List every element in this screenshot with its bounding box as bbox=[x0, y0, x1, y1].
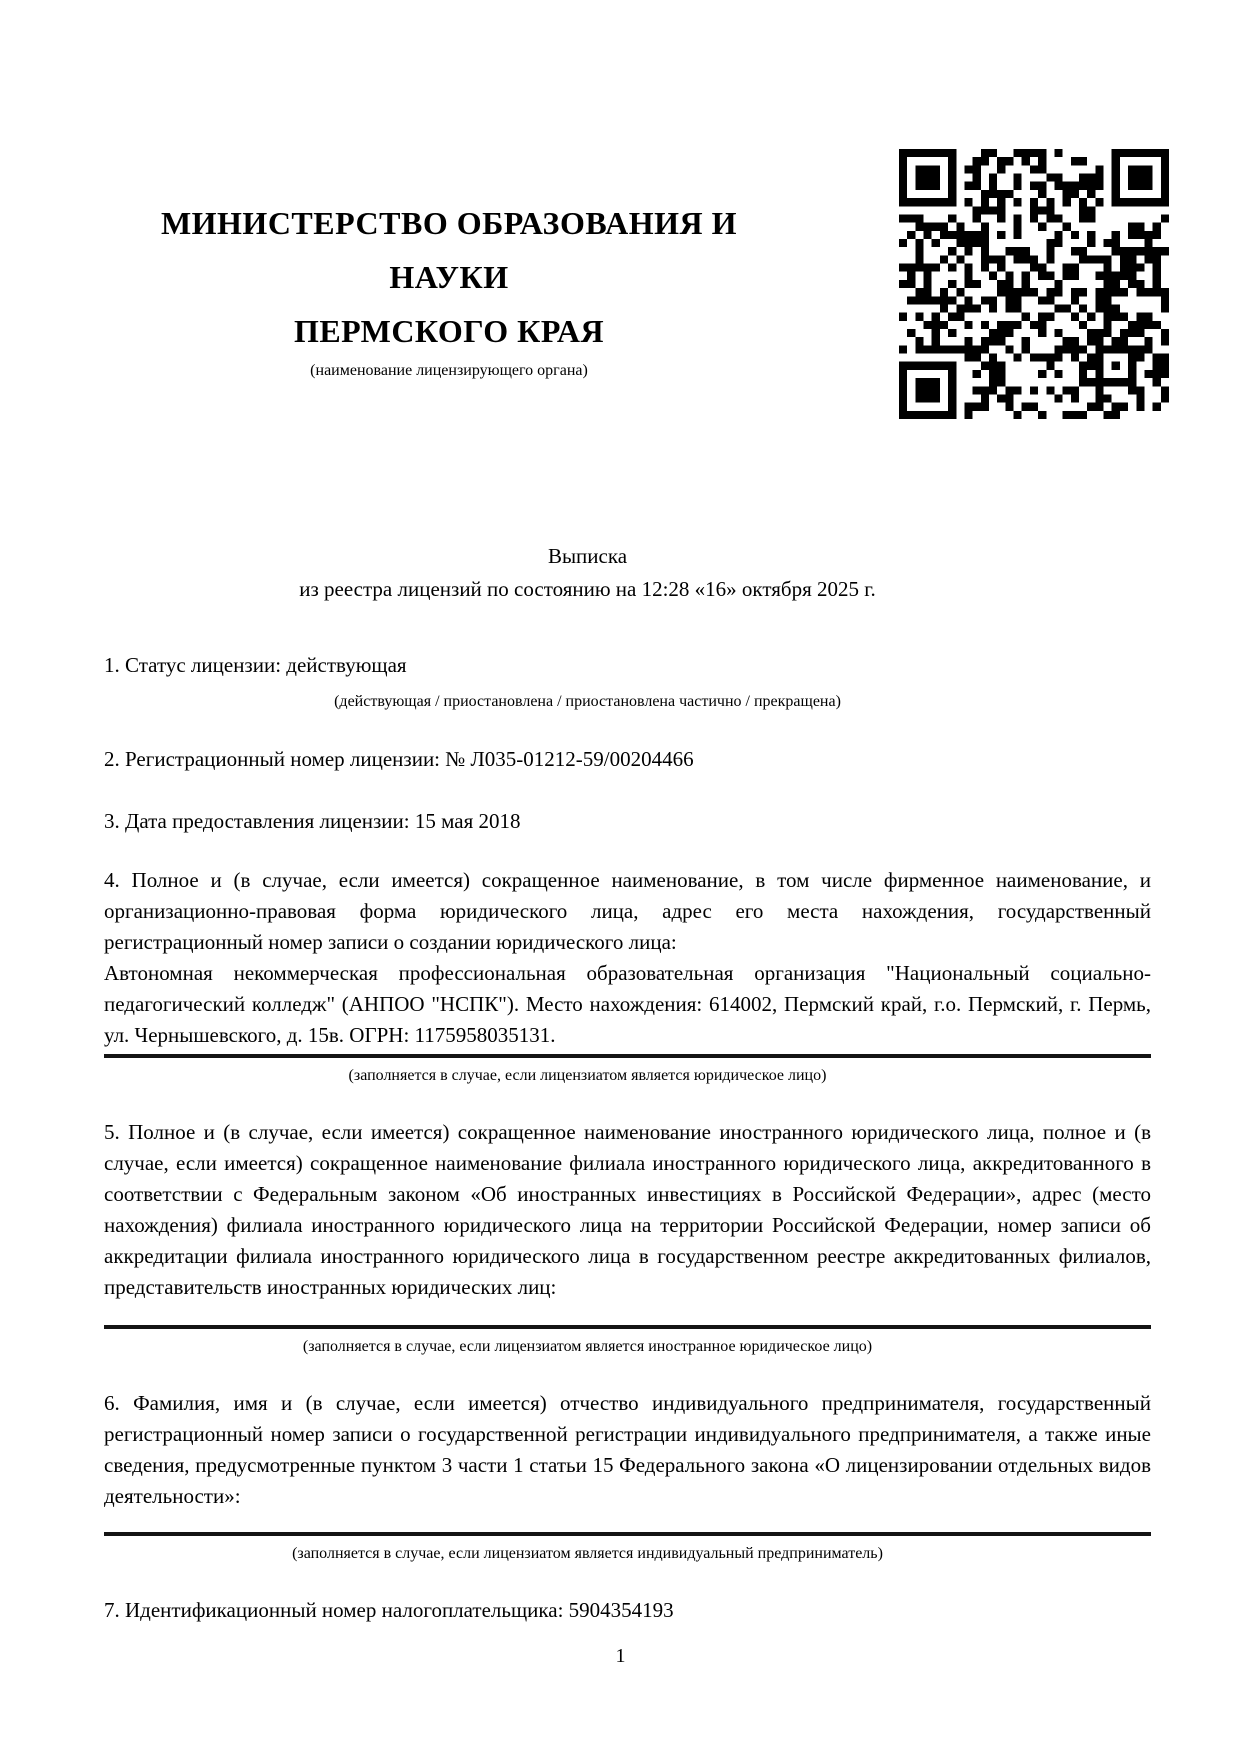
foreign-entity-rule bbox=[104, 1325, 1151, 1329]
document-body bbox=[104, 540, 1151, 1625]
document-title bbox=[104, 540, 1151, 606]
ministry-title-line1: МИНИСТЕРСТВО ОБРАЗОВАНИЯ И НАУКИ bbox=[160, 205, 738, 295]
taxpayer-id-line: 7. Идентификационный номер налогоплательщика: 5904354193 bbox=[104, 1598, 674, 1622]
license-status-note: (действующая / приостановлена / приостановлена частично / прекращена) bbox=[334, 693, 841, 710]
legal-entity-rule bbox=[104, 1054, 1151, 1058]
legal-entity-clause: 4. Полное и (в случае, если имеется) сокращенное наименование, в том числе фирменное наименование, и организационно-правовая форма юридического лица, адрес его места нахождения, государственный регистрационный номер записи о создании юридического лица: bbox=[104, 868, 1151, 954]
foreign-entity-clause: 5. Полное и (в случае, если имеется) сокращенное наименование иностранного юридического лица, полное и (в случае, если имеется) сокращенное наименование филиала иностранного юридического лица, аккредитованного в соответствии с Федеральным законом «Об иностранных инвестициях в Российской Федерации», адрес (место нахождения) филиала иностранного юридического лица на территории Российской Федерации, номер записи об аккредитации филиала иностранного юридического лица в государственном реестре аккредитованных филиалов, представительств иностранных юридических лиц: bbox=[104, 1120, 1151, 1299]
grant-date-line: 3. Дата предоставления лицензии: 15 мая 2018 bbox=[104, 809, 521, 833]
entrepreneur-note: (заполняется в случае, если лицензиатом является индивидуальный предприниматель) bbox=[292, 1545, 883, 1562]
registration-number-line: 2. Регистрационный номер лицензии: № Л035-01212-59/00204466 bbox=[104, 747, 694, 771]
entrepreneur-clause: 6. Фамилия, имя и (в случае, если имеется) отчество индивидуального предпринимателя, государственный регистрационный номер записи о государственной регистрации индивидуального предпринимателя, а также иные сведения, предусмотренные пунктом 3 части 1 статьи 15 Федерального закона «О лицензировании отдельных видов деятельности»: bbox=[104, 1391, 1151, 1508]
document-title-line2: из реестра лицензий по состоянию на 12:28 «16» октября 2025 г. bbox=[299, 577, 876, 601]
ministry-title bbox=[104, 196, 794, 358]
ministry-title-line2: ПЕРМСКОГО КРАЯ bbox=[293, 313, 605, 349]
legal-entity-note: (заполняется в случае, если лицензиатом является юридическое лицо) bbox=[348, 1067, 827, 1084]
foreign-entity-note: (заполняется в случае, если лицензиатом является иностранное юридическое лицо) bbox=[302, 1338, 873, 1355]
entrepreneur-rule bbox=[104, 1532, 1151, 1536]
qr-code-image bbox=[899, 149, 1169, 419]
legal-entity-value: Автономная некоммерческая профессиональная образовательная организация "Национальный социально-педагогический колледж" (АНПОО "НСПК"). Место нахождения: 614002, Пермский край, г.о. Пермский, г. Пермь, ул. Чернышевского, д. 15в. ОГРН: 1175958035131. bbox=[104, 961, 1151, 1047]
ministry-caption: (наименование лицензирующего органа) bbox=[310, 362, 588, 379]
license-status-line: 1. Статус лицензии: действующая bbox=[104, 653, 407, 677]
qr-code bbox=[899, 149, 1169, 419]
licensing-authority-block bbox=[104, 196, 794, 380]
document-title-line1: Выписка bbox=[547, 544, 628, 568]
page-number: 1 bbox=[615, 1645, 626, 1667]
